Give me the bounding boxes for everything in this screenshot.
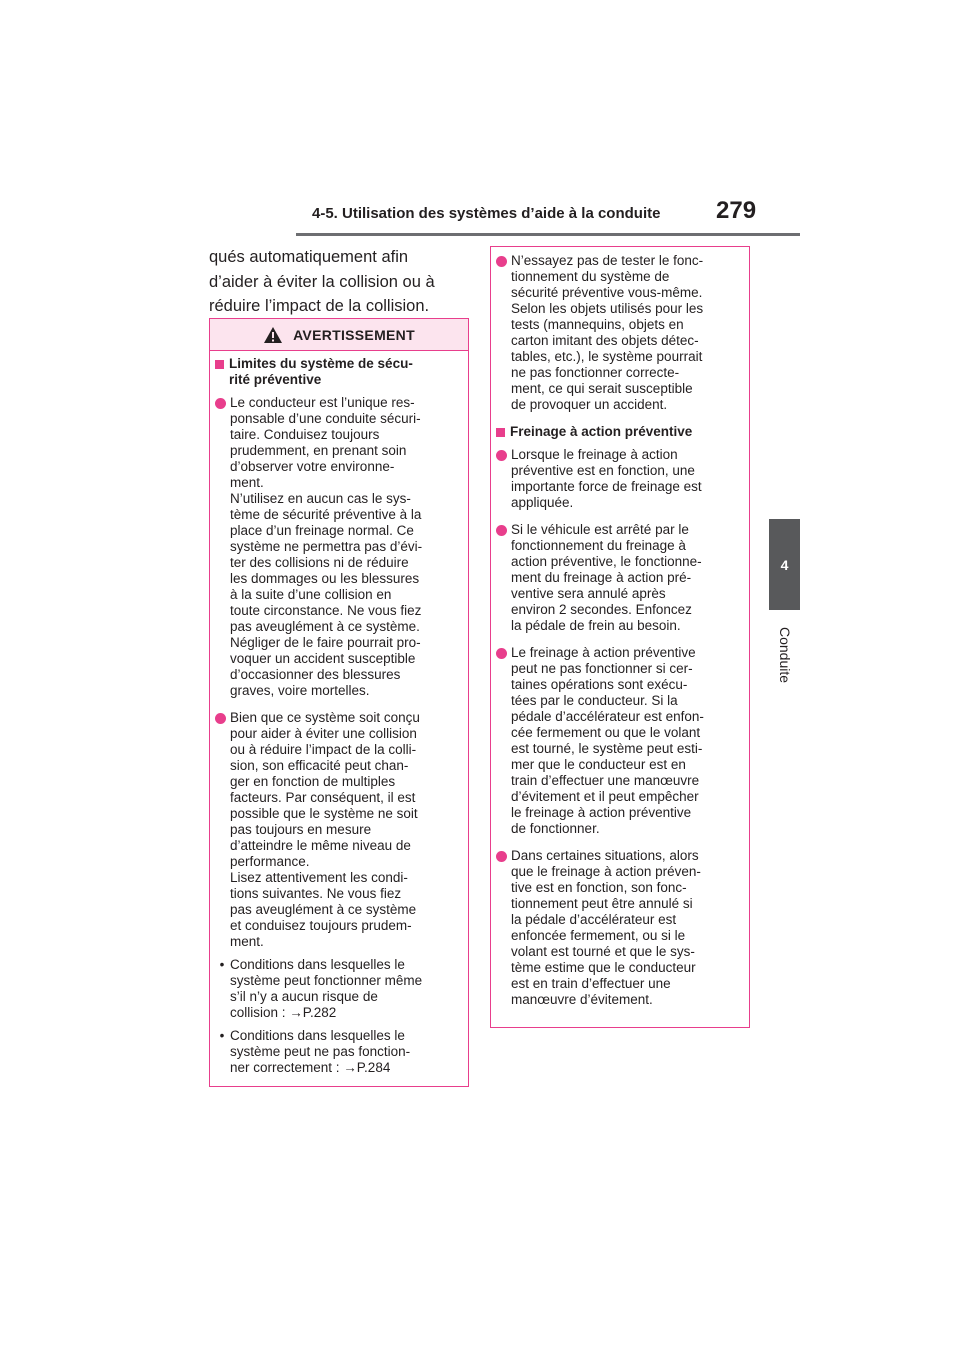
bullet-item [495,447,743,511]
text-line: à la suite d’une collision en [230,587,392,602]
warning-box-continued [490,246,750,1028]
text-line: tables, etc.), le système pourrait [511,349,703,364]
text-line: Le freinage à action préventive [511,645,696,660]
text-line: d’atteindre le même niveau de [230,838,411,853]
text-line: fonctionnement du freinage à [511,538,686,553]
warning-header [210,319,468,351]
text-line: sécurité préventive vous-même. [511,285,703,300]
section-heading [495,424,743,440]
text-line: la pédale de frein au besoin. [511,618,681,633]
text-line: carton imitant des objets détec- [511,333,699,348]
page-reference-link[interactable]: collision : →P.282 [230,1005,337,1020]
text-line: Négliger de le faire pourrait pro- [230,635,421,650]
text-line: de provoquer un accident. [511,397,668,412]
text-line: N’utilisez en aucun cas le sys- [230,491,411,506]
text-line: N’essayez pas de tester le fonc- [511,253,704,268]
text-line: et conduisez toujours prudem- [230,918,412,933]
text-line: système peut fonctionner même [230,973,423,988]
text-line: Selon les objets utilisés pour les [511,301,704,316]
intro-paragraph [209,245,471,319]
warning-content [491,247,749,1008]
chapter-tab [769,519,800,610]
text-line: possible que le système ne soit [230,806,418,821]
sub-bullet-item [214,1028,462,1076]
text-line: taines opérations sont exécu- [511,677,688,692]
text-line: ventive sera annulé après [511,586,666,601]
section-heading-line: Freinage à action préventive [510,424,693,439]
text-line: volant est tourné et que le sys- [511,944,695,959]
text-line: environ 2 secondes. Enfoncez [511,602,692,617]
text-line: place d’un freinage normal. Ce [230,523,414,538]
text-line: sion, son efficacité peut chan- [230,758,409,773]
text-line: pas toujours en mesure [230,822,372,837]
chapter-number: 4 [780,556,789,573]
text-line: d’évitement et il peut empêcher [511,789,699,804]
text-line: performance. [230,854,310,869]
text-line: prudemment, en prenant soin [230,443,407,458]
text-line: ou à réduire l’impact de la colli- [230,742,417,757]
text-line: ter des collisions ni de réduire [230,555,409,570]
bullet-item [495,645,743,837]
header-divider [296,233,800,236]
round-bullet-icon [496,648,507,659]
text-line: tive est en fonction, son fonc- [511,880,687,895]
text-line: Conditions dans lesquelles le [230,957,405,972]
intro-line: réduire l’impact de la collision. [209,297,430,315]
round-bullet-icon [215,713,226,724]
text-line: pas aveuglément à ce système [230,902,417,917]
text-line: est tourné, le système peut esti- [511,741,703,756]
text-line: train d’effectuer une manœuvre [511,773,700,788]
sub-bullet-item [214,957,462,1021]
section-heading-line: rité préventive [229,372,322,387]
warning-box [209,318,469,1087]
text-line: ne pas fonctionner correcte- [511,365,680,380]
text-line: cée fermement ou que le volant [511,725,701,740]
text-line: tionnement du système de [511,269,670,284]
text-line: voquer un accident susceptible [230,651,416,666]
round-bullet-icon [496,851,507,862]
text-line: tème de sécurité préventive à la [230,507,422,522]
warning-title: AVERTISSEMENT [293,326,415,343]
text-line: pas aveuglément à ce système. [230,619,420,634]
text-line: d’observer votre environne- [230,459,395,474]
square-bullet-icon [496,428,505,437]
warning-triangle-icon [263,326,283,344]
text-line: Conditions dans lesquelles le [230,1028,405,1043]
text-line: tions suivantes. Ne vous fiez [230,886,402,901]
text-line: de fonctionner. [511,821,600,836]
chapter-side-label [768,620,802,690]
text-line: système peut ne pas fonction- [230,1044,411,1059]
round-bullet-icon [496,450,507,461]
intro-line: qués automatiquement afin [209,248,409,266]
text-line: importante force de freinage est [511,479,702,494]
bullet-item [495,253,743,413]
text-line: facteurs. Par conséquent, il est [230,790,416,805]
text-line: taire. Conduisez toujours [230,427,380,442]
bullet-item [214,395,462,699]
round-bullet-icon [496,525,507,536]
round-bullet-icon [215,398,226,409]
intro-line: d’aider à éviter la collision ou à [209,272,435,291]
text-line: graves, voire mortelles. [230,683,370,698]
text-line: préventive est en fonction, une [511,463,695,478]
text-line: ment. [230,934,264,949]
text-line: Lisez attentivement les condi- [230,870,408,885]
text-line: Le conducteur est l’unique res- [230,395,415,410]
section-heading-line: Limites du système de sécu- [229,356,413,371]
text-line: ment. [230,475,264,490]
text-line: Si le véhicule est arrêté par le [511,522,689,537]
text-line: le freinage à action préventive [511,805,692,820]
text-line: peut ne pas fonctionner si cer- [511,661,693,676]
text-line: tionnement peut être annulé si [511,896,693,911]
text-line: tests (mannequins, objets en [511,317,684,332]
text-line: tées par le conducteur. Si la [511,693,678,708]
dash-bullet-icon: • [219,1028,225,1043]
text-line: pédale d’accélérateur est enfon- [511,709,704,724]
text-line: mer que le conducteur est en [511,757,686,772]
text-line: manœuvre d’évitement. [511,992,653,1007]
text-line: appliquée. [511,495,574,510]
bullet-item [495,848,743,1008]
text-line: pour aider à éviter une collision [230,726,417,741]
text-line: action préventive, le fonctionne- [511,554,702,569]
text-line: est en train d’effectuer une [511,976,671,991]
text-line: Bien que ce système soit conçu [230,710,420,725]
text-line: Lorsque le freinage à action [511,447,678,462]
text-line: toute circonstance. Ne vous fiez [230,603,422,618]
text-line: ger en fonction de multiples [230,774,396,789]
text-line: d’occasionner des blessures [230,667,401,682]
page-number: 279 [716,197,757,224]
text-line: ment du freinage à action pré- [511,570,692,585]
warning-content [210,356,468,1076]
text-line: ment, ce qui serait susceptible [511,381,693,396]
text-line: s’il n’y a aucun risque de [230,989,378,1004]
text-line: tème estime que le conducteur [511,960,696,975]
text-line: que le freinage à action préven- [511,864,701,879]
bullet-item [495,522,743,634]
text-line: ponsable d’une conduite sécuri- [230,411,421,426]
text-line: enfoncée fermement, ou si le [511,928,686,943]
round-bullet-icon [496,256,507,267]
square-bullet-icon [215,360,224,369]
text-line: les dommages ou les blessures [230,571,420,586]
section-header-title: 4-5. Utilisation des systèmes d’aide à la conduite [312,205,661,222]
text-line: système ne permettra pas d’évi- [230,539,423,554]
text-line: Dans certaines situations, alors [511,848,699,863]
section-heading [214,356,462,388]
bullet-item [214,710,462,950]
chapter-label: Conduite [777,626,794,684]
text-line: la pédale d’accélérateur est [511,912,677,927]
dash-bullet-icon: • [219,957,225,972]
page-reference-link[interactable]: ner correctement : →P.284 [230,1060,391,1075]
